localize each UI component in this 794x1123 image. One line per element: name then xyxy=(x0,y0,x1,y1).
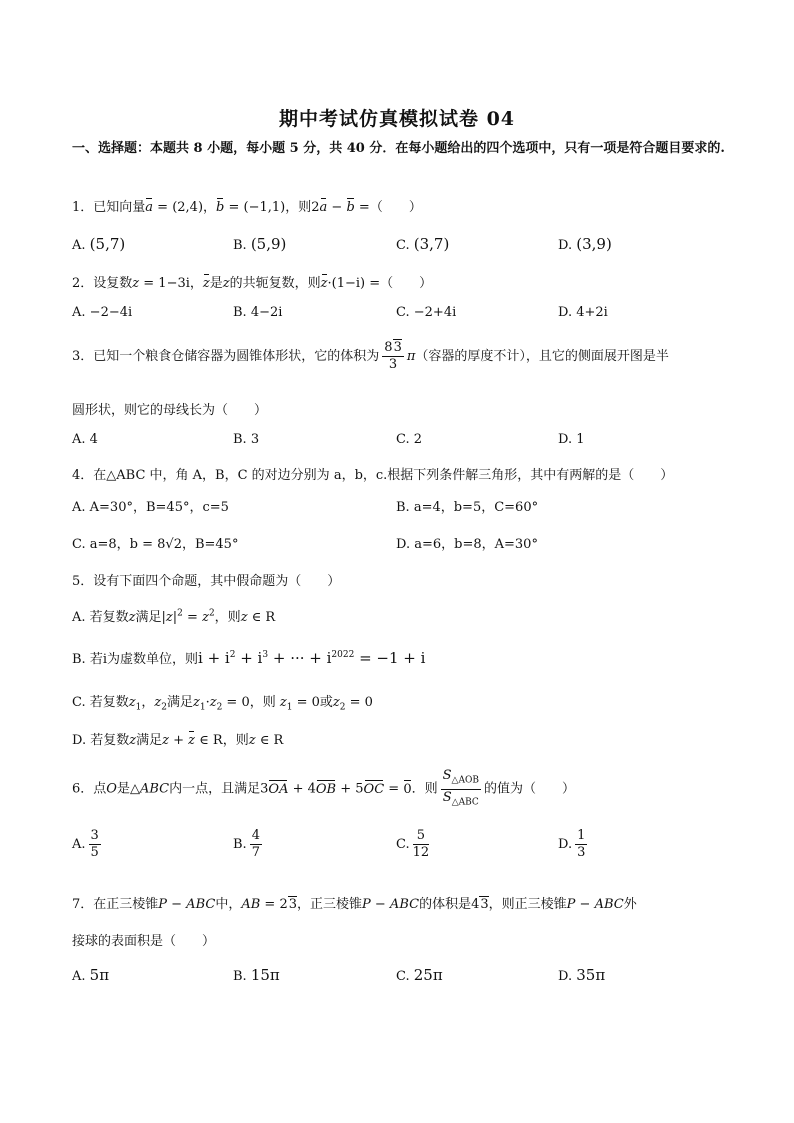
question-6-option-c[interactable]: C. $\frac{5}{12}$ xyxy=(396,828,430,860)
question-3-option-c[interactable]: C. 2 xyxy=(396,432,423,447)
question-2-stem: 2．设复数z = 1−3i，z是z的共轭复数，则z·(1−i) =（ ） xyxy=(72,276,433,291)
question-2-option-b[interactable]: B. 4−2i xyxy=(233,305,283,320)
question-7-line-2: 接球的表面积是（ ） xyxy=(72,934,216,949)
question-5-option-d[interactable]: D. 若复数z满足z + z ∈ R，则z ∈ R xyxy=(72,733,284,748)
question-7-option-a[interactable]: A. 5π xyxy=(72,966,110,984)
question-6-option-d[interactable]: D. $\frac{1}{3}$ xyxy=(558,828,586,860)
page-title: 期中考试仿真模拟试卷 04 xyxy=(278,108,516,130)
question-3-option-b[interactable]: B. 3 xyxy=(233,432,260,447)
question-2-option-c[interactable]: C. −2+4i xyxy=(396,305,457,320)
question-5-option-a[interactable]: A. 若复数z满足$|z|^2 = z^2$，则z ∈ R xyxy=(72,608,276,625)
question-1-option-a[interactable]: A. (5,7) xyxy=(72,235,126,253)
question-4-option-a[interactable]: A. A=30°，B=45°，c=5 xyxy=(72,500,229,515)
question-4-option-c[interactable]: C. a=8，b = 8√2，B=45° xyxy=(72,537,239,552)
question-4-stem: 4．在△ABC 中，角 A，B，C 的对边分别为 a，b，c.根据下列条件解三角形，其中有两解的是（ ） xyxy=(72,468,674,483)
question-5-option-c[interactable]: C. 若复数$z_1$，$z_2$满足$z_1\cdot z_2 = 0$，则 $z_1 = 0$或$z_2 = 0$ xyxy=(72,695,373,713)
question-4-option-b[interactable]: B. a=4，b=5，C=60° xyxy=(396,500,539,515)
question-3-option-d[interactable]: D. 1 xyxy=(558,432,585,447)
question-3-option-a[interactable]: A. 4 xyxy=(72,432,98,447)
question-3-line-2: 圆形状，则它的母线长为（ ） xyxy=(72,403,268,418)
question-7-option-b[interactable]: B. 15π xyxy=(233,966,280,984)
question-6-option-a[interactable]: A. $\frac{3}{5}$ xyxy=(72,828,99,860)
question-6-stem: 6．点O是△ABC内一点，且满足3OA + 4OB + 5OC = 0．则 $\frac{S_{\triangle AOB}}{S_{\triangle ABC}}$ 的值为（ ） xyxy=(72,768,575,808)
question-2-option-d[interactable]: D. 4+2i xyxy=(558,305,608,320)
section-heading: 一、选择题：本题共 8 小题，每小题 5 分，共 40 分．在每小题给出的四个选项中，只有一项是符合题目要求的. xyxy=(72,141,725,156)
question-4-option-d[interactable]: D. a=6，b=8，A=30° xyxy=(396,537,538,552)
question-1-option-b[interactable]: B. (5,9) xyxy=(233,235,287,253)
question-5-stem: 5．设有下面四个命题，其中假命题为（ ） xyxy=(72,574,341,589)
question-1-option-c[interactable]: C. (3,7) xyxy=(396,235,450,253)
question-1-option-d[interactable]: D. (3,9) xyxy=(558,235,612,253)
question-1-stem: 1．已知向量a = (2,4)，b = (−1,1)，则2a − b =（ ） xyxy=(72,200,422,215)
question-2-option-a[interactable]: A. −2−4i xyxy=(72,305,133,320)
question-7-option-c[interactable]: C. 25π xyxy=(396,966,443,984)
question-7-option-d[interactable]: D. 35π xyxy=(558,966,606,984)
question-6-option-b[interactable]: B. $\frac{4}{7}$ xyxy=(233,828,260,860)
question-5-option-b[interactable]: B. 若i为虚数单位，则$i + i^2 + i^3$ + ··· + $i^{2022} = -1 + i$ xyxy=(72,649,426,667)
question-7-line-1: 7．在正三棱锥P − ABC中，AB = 23，正三棱锥P − ABC的体积是43，则正三棱锥P − ABC外 xyxy=(72,897,637,912)
question-3-line-1: 3．已知一个粮食仓储容器为圆锥体形状，它的体积为 $\frac{83}{3}$ π（容器的厚度不计），且它的侧面展开图是半 xyxy=(72,340,669,372)
